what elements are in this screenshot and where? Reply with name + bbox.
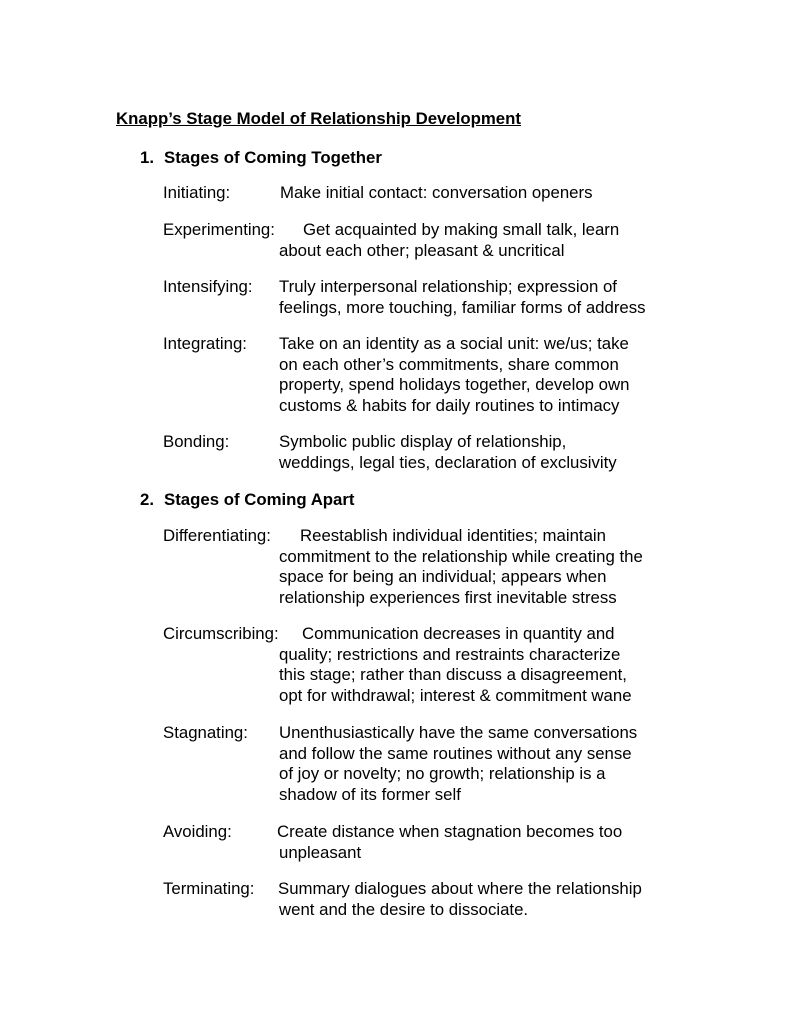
description-line: Create distance when stagnation becomes too bbox=[277, 822, 623, 841]
stage-term: Stagnating: bbox=[163, 723, 248, 742]
stage-description bbox=[279, 879, 679, 920]
description-line: and follow the same routines without any sense bbox=[279, 743, 632, 763]
description-line: Truly interpersonal relationship; expression of bbox=[279, 277, 617, 296]
description-line: unpleasant bbox=[279, 842, 362, 862]
section-title: Stages of Coming Together bbox=[164, 148, 382, 167]
stage-description bbox=[280, 183, 680, 204]
stage-description bbox=[279, 334, 679, 416]
description-line: Take on an identity as a social unit: we/us; take bbox=[279, 334, 629, 353]
stage-description bbox=[279, 723, 679, 805]
description-line: weddings, legal ties, declaration of exclusivity bbox=[279, 452, 617, 472]
description-line: space for being an individual; appears when bbox=[279, 567, 607, 587]
description-line: Symbolic public display of relationship, bbox=[279, 432, 567, 451]
section-title: Stages of Coming Apart bbox=[164, 490, 355, 509]
stage-term: Experimenting: bbox=[163, 220, 275, 239]
description-line: went and the desire to dissociate. bbox=[279, 899, 529, 919]
description-line: Get acquainted by making small talk, learn bbox=[303, 220, 620, 239]
stage-description bbox=[279, 220, 679, 261]
description-line: property, spend holidays together, develop own bbox=[279, 375, 630, 395]
description-line: this stage; rather than discuss a disagreement, bbox=[279, 665, 627, 685]
stage-description bbox=[279, 526, 679, 608]
description-line: relationship experiences first inevitable stress bbox=[279, 587, 617, 607]
stage-term: Bonding: bbox=[163, 432, 230, 451]
description-line: customs & habits for daily routines to intimacy bbox=[279, 395, 620, 415]
section-heading-coming-together bbox=[140, 147, 382, 168]
stage-description bbox=[279, 432, 679, 473]
description-line: feelings, more touching, familiar forms of address bbox=[279, 297, 646, 317]
description-line: about each other; pleasant & uncritical bbox=[279, 240, 565, 260]
stage-description bbox=[279, 624, 679, 706]
description-line: on each other’s commitments, share common bbox=[279, 354, 619, 374]
description-line: quality; restrictions and restraints characterize bbox=[279, 644, 621, 664]
description-line: shadow of its former self bbox=[279, 784, 461, 804]
stage-term: Differentiating: bbox=[163, 526, 271, 545]
section-number: 2. bbox=[140, 490, 154, 509]
description-line: Summary dialogues about where the relationship bbox=[278, 879, 642, 898]
description-line: Unenthusiastically have the same conversations bbox=[279, 723, 638, 742]
stage-term: Avoiding: bbox=[163, 822, 232, 841]
stage-term: Circumscribing: bbox=[163, 624, 279, 643]
stage-term: Integrating: bbox=[163, 334, 247, 353]
description-line: Communication decreases in quantity and bbox=[302, 624, 615, 643]
section-heading-coming-apart bbox=[140, 489, 355, 510]
stage-term: Intensifying: bbox=[163, 277, 253, 296]
description-line: commitment to the relationship while creating the bbox=[279, 546, 643, 566]
section-number: 1. bbox=[140, 148, 154, 167]
stage-term: Initiating: bbox=[163, 183, 231, 202]
stage-description bbox=[279, 277, 679, 318]
description-line: opt for withdrawal; interest & commitment wane bbox=[279, 685, 632, 705]
description-line: of joy or novelty; no growth; relationship is a bbox=[279, 764, 606, 784]
document-title: Knapp’s Stage Model of Relationship Development bbox=[116, 109, 521, 128]
stage-term: Terminating: bbox=[163, 879, 255, 898]
description-line: Make initial contact: conversation openers bbox=[280, 183, 593, 202]
stage-description bbox=[279, 822, 679, 863]
description-line: Reestablish individual identities; maintain bbox=[300, 526, 606, 545]
